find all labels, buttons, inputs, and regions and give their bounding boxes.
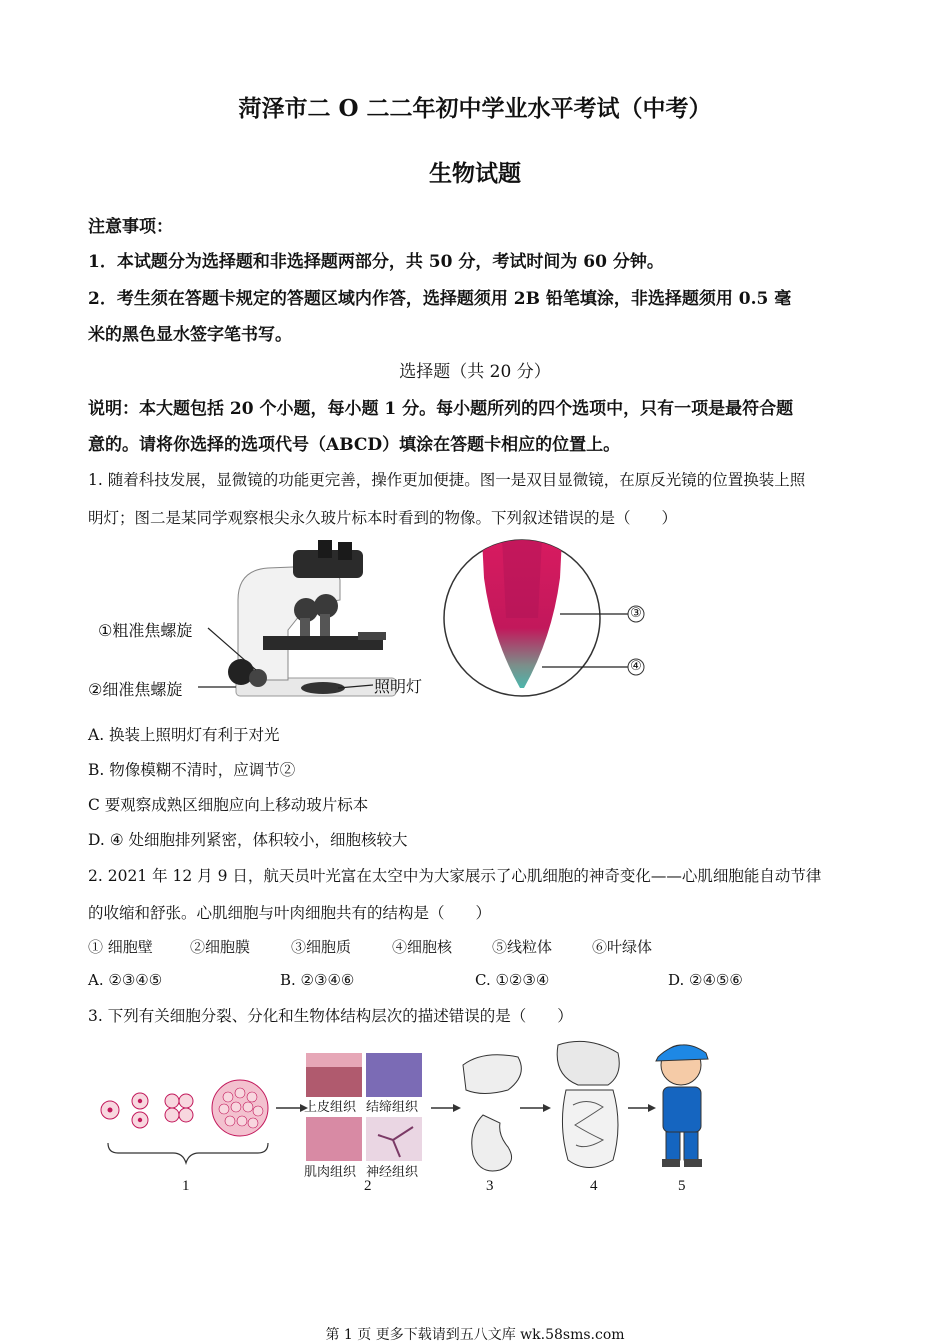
section-title: 选择题（共 20 分）	[399, 362, 551, 382]
root-tip-illustration	[442, 538, 662, 703]
q2-option-a: A. ②③④⑤	[88, 971, 163, 989]
notice-heading: 注意事项：	[88, 217, 173, 237]
section-desc-line-2: 意的。请将你选择的选项代号（ABCD）填涂在答题卡相应的位置上。	[88, 435, 621, 455]
q2-option-b: B. ②③④⑥	[280, 971, 355, 989]
structure-levels-figure	[88, 1035, 728, 1205]
q1-option-b: B. 物像模糊不清时，应调节②	[88, 761, 296, 779]
q2-option-d: D. ②④⑤⑥	[668, 971, 743, 989]
q2-structure-3: ③细胞质	[291, 938, 352, 956]
q1-option-c: C 要观察成熟区细胞应向上移动玻片标本	[88, 796, 369, 814]
notice-item-2-line-2: 米的黑色显水签字笔书写。	[88, 325, 292, 345]
q1-option-d: D. ④ 处细胞排列紧密，体积较小，细胞核较大	[88, 831, 408, 849]
q2-structure-4: ④细胞核	[392, 938, 453, 956]
tissue-label-connective: 结缔组织	[366, 1100, 419, 1115]
q2-structure-2: ②细胞膜	[190, 938, 251, 956]
q2-option-c: C. ①②③④	[475, 971, 550, 989]
fine-focus-label: ②细准焦螺旋	[88, 680, 183, 699]
section-desc-line-1: 说明：本大题包括 20 个小题，每小题 1 分。每小题所列的四个选项中，只有一项是最符合题	[88, 399, 794, 419]
page-footer: 第 1 页 更多下载请到五八文库 wk.58sms.com	[325, 1327, 625, 1343]
coarse-focus-label: ①粗准焦螺旋	[98, 621, 193, 640]
stage-number-1: 1	[182, 1178, 190, 1194]
lamp-label: 照明灯	[374, 677, 423, 696]
stage-number-2: 2	[364, 1178, 372, 1194]
q2-stem-line-1: 2. 2021 年 12 月 9 日，航天员叶光富在太空中为大家展示了心肌细胞的神奇变化——心肌细胞能自动节律	[88, 867, 822, 885]
q2-structure-1: ① 细胞壁	[88, 938, 153, 956]
q1-stem-line-2: 明灯；图二是某同学观察根尖永久玻片标本时看到的物像。下列叙述错误的是（ ）	[88, 509, 678, 527]
q2-stem-line-2: 的收缩和舒张。心肌细胞与叶肉细胞共有的结构是（ ）	[88, 904, 492, 922]
tissue-label-epithelial: 上皮组织	[304, 1100, 357, 1115]
notice-item-2-line-1: 2．考生须在答题卡规定的答题区域内作答，选择题须用 2B 铅笔填涂，非选择题须用 0.5 毫	[88, 289, 792, 309]
q1-stem-line-1: 1. 随着科技发展，显微镜的功能更完善，操作更加便捷。图一是双目显微镜，在原反光镜的位置换装上照	[88, 471, 806, 489]
root-mark-3: ③	[630, 606, 642, 621]
exam-subtitle: 生物试题	[429, 160, 521, 187]
tissue-label-muscle: 肌肉组织	[304, 1165, 357, 1180]
stage-number-3: 3	[486, 1178, 494, 1194]
q2-structure-6: ⑥叶绿体	[592, 938, 653, 956]
q3-stem: 3. 下列有关细胞分裂、分化和生物体结构层次的描述错误的是（ ）	[88, 1007, 573, 1025]
stage-number-5: 5	[678, 1178, 686, 1194]
q2-structure-5: ⑤线粒体	[492, 938, 553, 956]
notice-item-1: 1．本试题分为选择题和非选择题两部分，共 50 分，考试时间为 60 分钟。	[88, 252, 664, 272]
microscope-figure	[88, 540, 433, 705]
root-tip-figure	[442, 538, 662, 703]
tissue-label-nerve: 神经组织	[366, 1165, 419, 1180]
stage-number-4: 4	[590, 1178, 598, 1194]
exam-title: 菏泽市二 O 二二年初中学业水平考试（中考）	[238, 95, 712, 122]
q1-option-a: A. 换装上照明灯有利于对光	[88, 726, 280, 744]
root-mark-4: ④	[630, 659, 642, 674]
